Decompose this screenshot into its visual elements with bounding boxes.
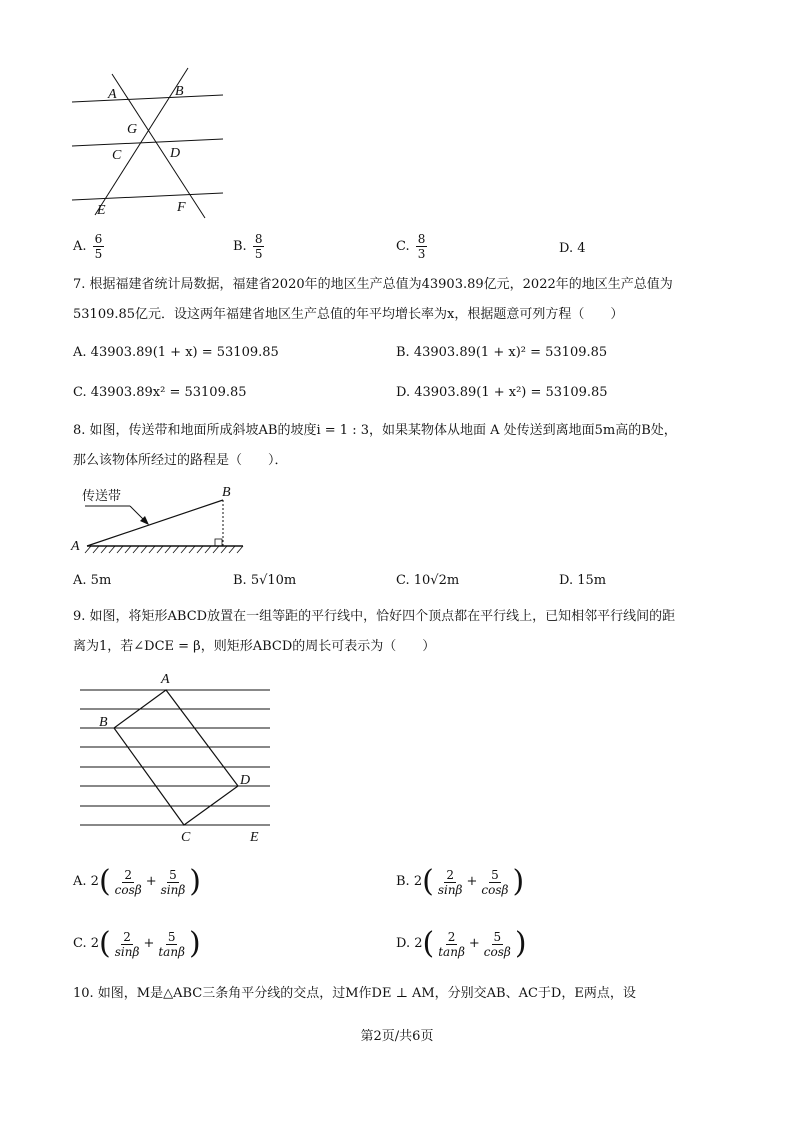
denominator: sinβ: [437, 882, 463, 897]
q10-stem-line1: 10. 如图，M是△ABC三条角平分线的交点，过M作DE ⊥ AM，分别交AB、AC于D，E两点，设: [73, 986, 636, 1001]
coefficient: 2: [90, 874, 99, 889]
label-b: B: [175, 84, 184, 99]
option-text: 43903.89(1 + x²) = 53109.85: [414, 385, 608, 400]
left-paren: (: [98, 864, 111, 899]
ground-hatching: [85, 546, 243, 553]
coefficient: 2: [413, 874, 423, 889]
option-text: 5√10m: [250, 573, 297, 588]
label-a: A: [161, 672, 170, 687]
right-paren: ): [189, 864, 202, 899]
numerator: 5: [491, 867, 499, 882]
plus-sign: +: [145, 874, 157, 889]
denominator: cosβ: [114, 882, 142, 897]
q8-stem-line2: 那么该物体所经过的路程是（ ）．: [73, 453, 288, 468]
option-text: 43903.89(1 + x) = 53109.85: [90, 345, 279, 360]
label-d: D: [170, 146, 181, 161]
numerator: 2: [124, 867, 133, 882]
q7-option-c: [73, 384, 247, 402]
denominator: cosβ: [483, 944, 511, 959]
coefficient: 2: [414, 936, 423, 951]
numerator: 2: [123, 929, 131, 944]
numerator: 2: [447, 929, 456, 944]
q8-stem-line1: 8. 如图，传送带和地面所成斜坡AB的坡度i = 1 : 3，如果某物体从地面 A 处传送到离地面5m高的B处，: [73, 423, 677, 438]
q9-stem-line1: 9. 如图，将矩形ABCD放置在一组等距的平行线中，恰好四个顶点都在平行线上，已知相邻平行线间的距: [73, 609, 676, 624]
option-label: A.: [73, 573, 87, 588]
q9-option-a: [73, 860, 201, 904]
label-f: F: [177, 200, 186, 215]
option-label: B.: [396, 874, 410, 889]
rectangle-abcd: [114, 690, 238, 825]
q9-option-b: [396, 860, 524, 904]
option-label: D.: [559, 241, 574, 256]
label-d: D: [240, 773, 251, 788]
fraction: [93, 232, 105, 261]
q6-option-c: [396, 232, 429, 261]
denominator: tanβ: [438, 944, 465, 959]
option-label: C.: [396, 573, 410, 588]
q7-option-b: [396, 344, 607, 362]
figure-conveyor-slope-q8: [65, 478, 250, 558]
q8-option-b: [233, 572, 296, 590]
q6-option-b: [233, 232, 266, 261]
option-label: C.: [73, 936, 87, 951]
conveyor-label: 传送带: [82, 489, 122, 504]
option-text: 15m: [577, 573, 607, 588]
right-paren: ): [189, 926, 201, 961]
q8-option-d: [559, 572, 606, 590]
q6-option-d: [559, 240, 586, 258]
fraction-1: [113, 868, 144, 897]
option-label: A.: [73, 345, 87, 360]
label-e: E: [250, 830, 259, 845]
plus-sign: +: [468, 936, 480, 951]
q7-stem-line1: 7. 根据福建省统计局数据，福建省2020年的地区生产总值为43903.89亿元，2022年的地区生产总值为: [73, 277, 673, 292]
parallel-line-top: [72, 95, 223, 102]
fraction: [416, 232, 428, 261]
denominator: sinβ: [160, 882, 186, 897]
q8-option-c: [396, 572, 459, 590]
parallel-line-middle: [72, 139, 223, 146]
q9-option-d: [396, 922, 527, 966]
q7-option-a: [73, 344, 279, 362]
left-paren: (: [422, 926, 435, 961]
option-label: D.: [396, 936, 411, 951]
q6-option-a: [73, 232, 106, 261]
parallel-lines: [80, 690, 270, 825]
option-label: C.: [73, 385, 87, 400]
option-label: B.: [233, 573, 247, 588]
figure-rectangle-parallel-lines-q9: [70, 668, 280, 848]
label-b: B: [222, 485, 231, 500]
q9-option-c: [73, 922, 201, 966]
option-text: 10√2m: [413, 573, 460, 588]
coefficient: 2: [90, 936, 100, 951]
option-label: C.: [396, 239, 410, 254]
right-angle-mark: [215, 539, 222, 546]
label-e: E: [97, 203, 106, 218]
option-label: D.: [559, 573, 574, 588]
denominator: sinβ: [114, 944, 140, 959]
denominator: 5: [94, 247, 103, 261]
option-label: D.: [396, 385, 411, 400]
figure-parallel-lines-q6: [60, 60, 240, 225]
label-g: G: [127, 122, 138, 137]
label-c: C: [112, 148, 122, 163]
fraction-2: [479, 868, 510, 897]
fraction-2: [156, 930, 187, 959]
numerator: 5: [167, 929, 176, 944]
option-label: B.: [396, 345, 410, 360]
denominator: tanβ: [158, 944, 185, 959]
label-a: A: [71, 539, 80, 554]
page-footer: 第2页/共6页: [360, 1029, 434, 1044]
plus-sign: +: [143, 936, 155, 951]
option-label: B.: [233, 239, 247, 254]
parallel-line-bottom: [72, 193, 223, 200]
plus-sign: +: [466, 874, 478, 889]
fraction: [253, 232, 265, 261]
right-paren: ): [512, 864, 525, 899]
fraction-1: [436, 868, 465, 897]
slope-ab: [87, 500, 223, 546]
q8-option-a: [73, 572, 111, 590]
numerator: 8: [417, 232, 426, 246]
label-b: B: [99, 715, 108, 730]
denominator: 3: [417, 247, 426, 261]
option-text: 43903.89x² = 53109.85: [90, 385, 247, 400]
label-c: C: [181, 830, 191, 845]
q7-stem-line2: 53109.85亿元．设这两年福建省地区生产总值的年平均增长率为x，根据题意可列方程（ ）: [73, 307, 624, 322]
option-label: A.: [73, 239, 87, 254]
fraction-2: [482, 930, 513, 959]
option-text: 43903.89(1 + x)² = 53109.85: [413, 345, 608, 360]
right-paren: ): [514, 926, 527, 961]
denominator: 5: [254, 247, 263, 261]
option-value: 4: [577, 241, 586, 256]
fraction-1: [113, 930, 142, 959]
q9-stem-line2: 离为1，若∠DCE = β，则矩形ABCD的周长可表示为（ ）: [73, 639, 436, 654]
left-paren: (: [99, 926, 111, 961]
option-label: A.: [73, 874, 87, 889]
denominator: cosβ: [481, 882, 509, 897]
left-paren: (: [422, 864, 434, 899]
q7-option-d: [396, 384, 608, 402]
option-text: 5m: [90, 573, 112, 588]
numerator: 5: [493, 929, 502, 944]
label-a: A: [108, 87, 117, 102]
numerator: 5: [169, 867, 177, 882]
numerator: 8: [254, 232, 263, 246]
fraction-1: [436, 930, 467, 959]
fraction-2: [159, 868, 188, 897]
numerator: 2: [446, 867, 454, 882]
numerator: 6: [94, 232, 103, 246]
